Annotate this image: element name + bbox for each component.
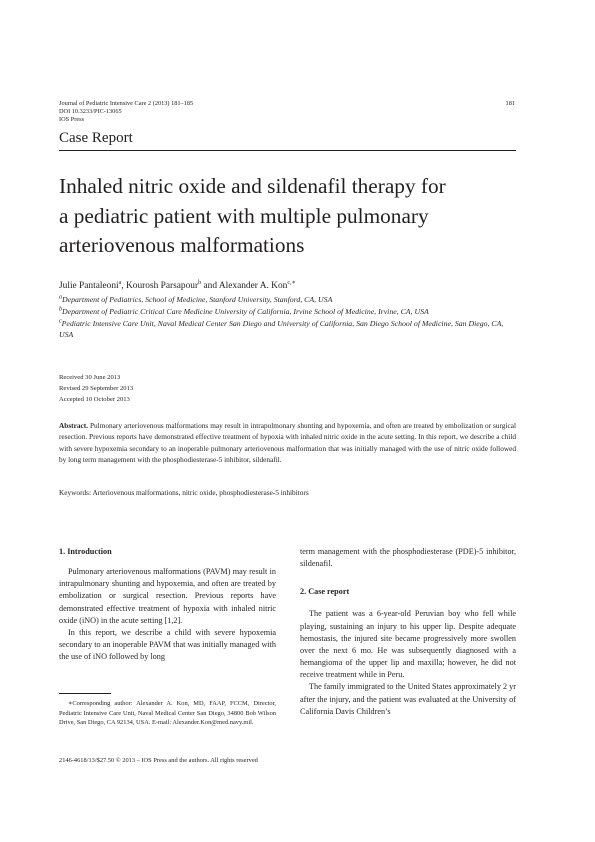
journal-citation: Journal of Pediatric Intensive Care 2 (2013) 181–185 xyxy=(59,100,194,107)
section-label: Case Report xyxy=(59,130,133,146)
footnote-rule xyxy=(59,693,111,694)
title-line: Inhaled nitric oxide and sildenafil therapy for xyxy=(59,174,446,198)
copyright-footer: 2146-4618/13/$27.50 © 2013 – IOS Press and the authors. All rights reserved xyxy=(59,757,258,764)
affiliation-marker: c xyxy=(59,318,62,324)
affiliations xyxy=(59,294,519,341)
affiliation-marker: b xyxy=(198,279,202,286)
paragraph: In this report, we describe a child with severe hypoxemia secondary to an inoperable PAVM that was initially managed with the use of iNO followed by long xyxy=(59,627,276,662)
author-list xyxy=(59,281,296,291)
author-name: Alexander A. Kon xyxy=(218,281,288,291)
revised-date: Revised 29 September 2013 xyxy=(59,385,134,393)
keywords xyxy=(59,487,516,498)
abstract xyxy=(59,420,516,465)
paragraph-continuation: term management with the phosphodiesterase (PDE)-5 inhibitor, sildenafil. xyxy=(300,547,516,569)
affiliation-marker: c,∗ xyxy=(287,279,296,286)
author-name: Julie Pantaleoni xyxy=(59,281,119,291)
page-number: 181 xyxy=(505,100,515,107)
footnote-text: ∗Corresponding author: Alexander A. Kon, MD, FAAP, FCCM, Director, Pediatric Intensive Care Unit, Naval Medical Center San Diego, 34800 Bob Wilson Drive, San Diego, CA 92134, USA. E-mail: Alexander.Kon@med.navy.mil. xyxy=(59,700,276,727)
affiliation-marker: a xyxy=(118,279,122,286)
affiliation-marker: b xyxy=(59,306,62,313)
affiliation xyxy=(59,318,519,342)
affiliation-marker: a xyxy=(59,294,62,301)
left-column xyxy=(59,546,276,663)
doi: DOI 10.3233/PIC-13065 xyxy=(59,107,122,115)
section-heading: 1. Introduction xyxy=(59,547,112,556)
section-heading: 2. Case report xyxy=(300,587,350,597)
author-separator: and xyxy=(201,281,219,291)
received-date: Received 30 June 2013 xyxy=(59,374,121,381)
article-dates xyxy=(59,372,133,406)
right-column xyxy=(300,546,516,718)
author-separator: , xyxy=(121,281,126,291)
abstract-text: Pulmonary arteriovenous malformations may result in intrapulmonary shunting and hypoxemia, and often are treated by embolization or surgical resection. Previous reports have demonstrated effective treatment of hypoxia with inhaled nitric oxide in the acute setting. In this report, we describe a child with severe hypoxemia secondary to an inoperable pulmonary arteriovenous malformation that was initially managed with the use of nitric oxide followed by long term management with the phosphodiesterase-5 inhibitor, sildenafil. xyxy=(59,421,516,464)
paragraph: Pulmonary arteriovenous malformations (PAVM) may result in intrapulmonary shunting and hypoxemia, and often are treated by embolization or surgical resection. Previous reports have demonstrated effective treatment of hypoxia with inhaled nitric oxide (iNO) in the acute setting [1,2]. xyxy=(59,567,276,625)
accepted-date: Accepted 10 October 2013 xyxy=(59,396,130,404)
footnote xyxy=(59,699,276,728)
author-name: Kourosh Parsapour xyxy=(125,281,199,291)
header-rule xyxy=(59,150,516,151)
paragraph: The patient was a 6-year-old Peruvian boy who fell while playing, sustaining an injury to his upper lip. Despite adequate hemostasis, the injured site became progressively more swollen over the next 6 mo. He was subsequently diagnosed with a hemangioma of the upper lip and maxilla; however, he did not receive treatment while in Peru. xyxy=(300,609,516,680)
keywords-text: Arteriovenous malformations, nitric oxide, phosphodiesterase-5 inhibitors xyxy=(92,488,309,497)
title-line: a pediatric patient with multiple pulmonary xyxy=(59,203,429,228)
keywords-label: Keywords: xyxy=(59,488,92,497)
publisher: IOS Press xyxy=(59,115,85,123)
affiliation-text: Pediatric Intensive Care Unit, Naval Medical Center San Diego and University of California, San Diego School of Medicine, San Diego, CA, USA xyxy=(59,318,504,340)
running-header xyxy=(59,100,479,123)
paragraph: The family immigrated to the United States approximately 2 yr after the injury, and the patient was evaluated at the University of California Davis Children’s xyxy=(300,682,516,716)
affiliation-text: Department of Pediatrics, School of Medicine, Stanford University, Stanford, CA, USA xyxy=(62,295,333,304)
title-line: arteriovenous malformations xyxy=(59,233,305,257)
affiliation xyxy=(59,294,519,306)
affiliation xyxy=(59,306,519,318)
affiliation-text: Department of Pediatric Critical Care Medicine University of California, Irvine School of Medicine, Irvine, CA, USA xyxy=(62,306,429,316)
article-title xyxy=(59,172,529,261)
abstract-label: Abstract. xyxy=(59,421,88,430)
